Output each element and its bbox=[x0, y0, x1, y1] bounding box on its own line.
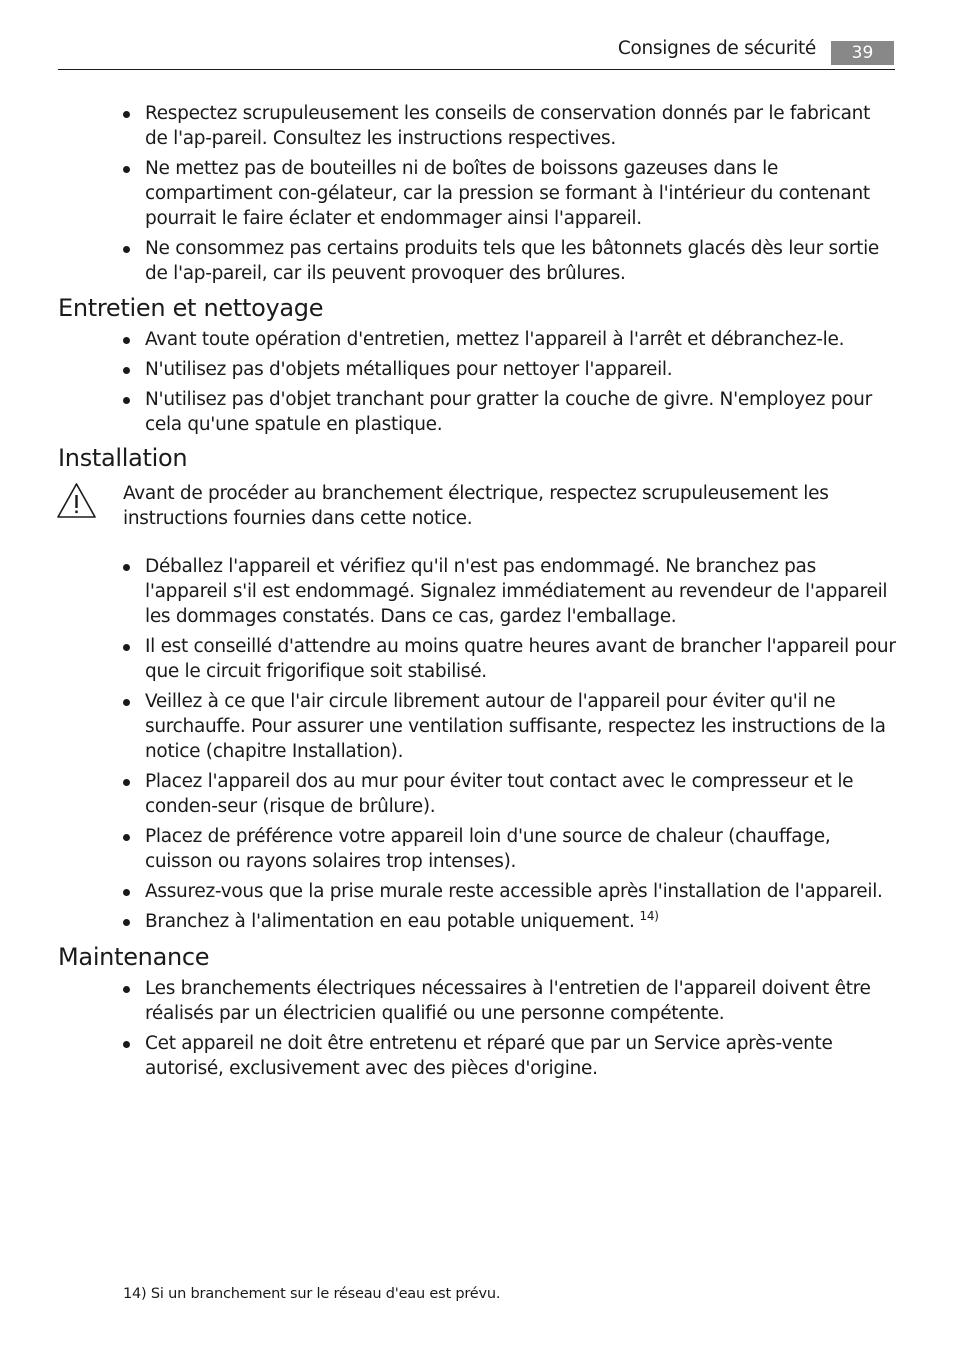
section-heading-installation: Installation bbox=[58, 444, 188, 472]
list-item: Ne mettez pas de bouteilles ni de boîtes de boissons gazeuses dans le compartiment con-gélateur, car la pression se formant à l'intérieur du contenant pourrait le faire éclater et endommager ainsi l'appareil. bbox=[0, 156, 954, 231]
list-item: Les branchements électriques nécessaires à l'entretien de l'appareil doivent être réalisés par un électricien qualifié ou une personne compétente. bbox=[0, 976, 954, 1026]
warning-notice bbox=[0, 481, 954, 531]
list-item-text: Branchez à l'alimentation en eau potable uniquement. bbox=[145, 911, 635, 932]
list-item: Cet appareil ne doit être entretenu et réparé que par un Service après-vente autorisé, exclusivement avec des pièces d'origine. bbox=[0, 1031, 954, 1081]
list-item: Avant toute opération d'entretien, mettez l'appareil à l'arrêt et débranchez-le. bbox=[0, 327, 954, 352]
intro-list bbox=[0, 101, 954, 286]
warning-text: Avant de procéder au branchement électrique, respectez scrupuleusement les instructions fournies dans cette notice. bbox=[123, 483, 829, 529]
section-heading-entretien: Entretien et nettoyage bbox=[58, 294, 324, 322]
list-item bbox=[0, 909, 954, 934]
list-item: Placez l'appareil dos au mur pour éviter tout contact avec le compresseur et le conden-seur (risque de brûlure). bbox=[0, 769, 954, 819]
list-item: Respectez scrupuleusement les conseils de conservation donnés par le fabricant de l'ap-pareil. Consultez les instructions respectives. bbox=[0, 101, 954, 151]
list-item: N'utilisez pas d'objet tranchant pour gratter la couche de givre. N'employez pour cela qu'une spatule en plastique. bbox=[0, 387, 954, 437]
section-heading-maintenance: Maintenance bbox=[58, 943, 210, 971]
header-section-title: Consignes de sécurité bbox=[617, 38, 816, 59]
list-item: Ne consommez pas certains produits tels que les bâtonnets glacés dès leur sortie de l'ap-pareil, car ils peuvent provoquer des brûlures. bbox=[0, 236, 954, 286]
list-item: Déballez l'appareil et vérifiez qu'il n'est pas endommagé. Ne branchez pas l'appareil s'il est endommagé. Signalez immédiatement au revendeur de l'appareil les dommages constatés. Dans ce cas, gardez l'emballage. bbox=[0, 554, 954, 629]
header-divider bbox=[58, 69, 895, 70]
installation-list bbox=[0, 554, 954, 934]
list-item: N'utilisez pas d'objets métalliques pour nettoyer l'appareil. bbox=[0, 357, 954, 382]
list-item: Veillez à ce que l'air circule librement autour de l'appareil pour éviter qu'il ne surchauffe. Pour assurer une ventilation suffisante, respectez les instructions de la notice (chapitre Installation). bbox=[0, 689, 954, 764]
list-item: Assurez-vous que la prise murale reste accessible après l'installation de l'appareil. bbox=[0, 879, 954, 904]
warning-triangle-icon bbox=[56, 482, 97, 519]
entretien-list bbox=[0, 327, 954, 437]
footnote: 14) Si un branchement sur le réseau d'eau est prévu. bbox=[123, 1286, 501, 1302]
list-item: Placez de préférence votre appareil loin d'une source de chaleur (chauffage, cuisson ou rayons solaires trop intenses). bbox=[0, 824, 954, 874]
list-item: Il est conseillé d'attendre au moins quatre heures avant de brancher l'appareil pour que le circuit frigorifique soit stabilisé. bbox=[0, 634, 954, 684]
maintenance-list bbox=[0, 976, 954, 1081]
page-content bbox=[0, 101, 954, 1086]
page-number: 39 bbox=[831, 41, 894, 65]
footnote-reference: 14) bbox=[639, 908, 659, 923]
